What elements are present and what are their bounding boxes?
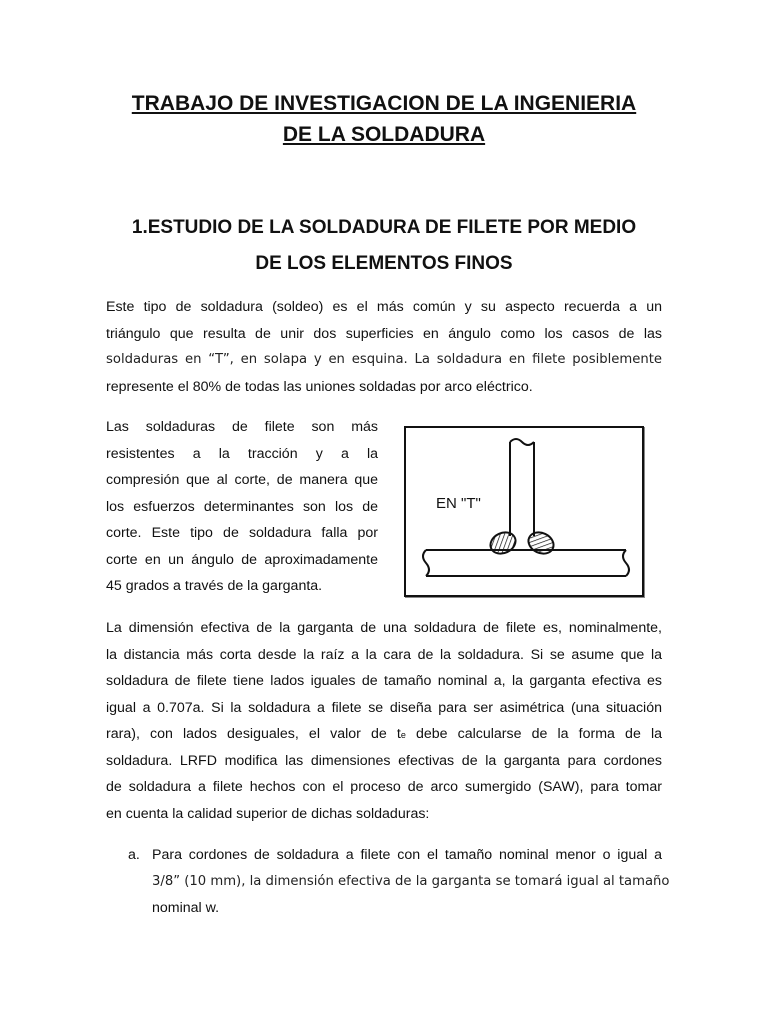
text-line: resistentes a la tracción y a la (106, 445, 378, 462)
text-line: 3/8” (10 mm), la dimensión efectiva de la garganta se tomará igual al tamaño (152, 873, 670, 889)
document-title (60, 88, 708, 150)
horizontal-plate (426, 550, 626, 576)
text-line: corte. Este tipo de soldadura falla por (106, 525, 378, 541)
paragraph-resistance (106, 414, 378, 600)
text-line: los esfuerzos determinantes son los de (106, 498, 378, 515)
text-line: en cuenta la calidad superior de dichas soldaduras: (106, 805, 430, 822)
text-line: 45 grados a través de la garganta. (106, 578, 323, 594)
horizontal-plate-break-right (623, 550, 629, 576)
text-line: soldadura. LRFD modifica las dimensiones efectivas de la garganta para cordones (106, 752, 662, 769)
paragraph-intro (106, 294, 662, 400)
figure-label: EN "T" (436, 495, 481, 512)
text-line: igual a 0.707a. Si la soldadura a filete se diseña para ser asimétrica (una situación (106, 699, 662, 716)
section-heading (60, 210, 708, 282)
vertical-plate (510, 442, 534, 536)
fillet-weld-left (487, 528, 519, 557)
text-line: triángulo que resulta de unir dos superficies en ángulo como los casos de las (106, 325, 662, 342)
text-line: soldaduras en “T”, en solapa y en esquina. La soldadura en filete posiblemente (106, 352, 662, 367)
text-fragment: debe calcularse de la forma de la (405, 726, 662, 742)
text-line: nominal w. (152, 900, 220, 916)
text-line: Para cordones de soldadura a filete con el tamaño nominal menor o igual a (152, 847, 662, 863)
text-line: Las soldaduras de filete son más (106, 419, 378, 435)
section-heading-line-1: 1.ESTUDIO DE LA SOLDADURA DE FILETE POR MEDIO (131, 217, 637, 238)
section-heading-line-2: DE LOS ELEMENTOS FINOS (255, 253, 513, 274)
text-line: represente el 80% de todas las uniones soldadas por arco eléctrico. (106, 378, 533, 395)
horizontal-plate-break-left (423, 550, 429, 576)
document-title-line-1: TRABAJO DE INVESTIGACION DE LA INGENIERIA (131, 92, 637, 115)
vertical-plate-break (510, 439, 534, 445)
text-fragment: rara), con lados desiguales, el valor de t (106, 726, 401, 742)
fillet-weld-right (525, 528, 557, 557)
t-joint-diagram (406, 428, 642, 595)
text-line: de soldadura a filete hechos con el proceso de arco sumergido (SAW), para tomar (106, 779, 662, 795)
t-joint-weld-figure (404, 426, 644, 597)
text-line: compresión que al corte, de manera que (106, 472, 378, 488)
subscript-e: e (400, 730, 406, 740)
text-line: la distancia más corta desde la raíz a la cara de la soldadura. Si se asume que la (106, 646, 662, 663)
paragraph-throat (106, 615, 662, 827)
text-line: corte en un ángulo de aproximadamente (106, 551, 378, 568)
text-line: Este tipo de soldadura (soldeo) es el más común y su aspecto recuerda a un (106, 299, 662, 315)
list-item-text (152, 842, 670, 922)
text-line-with-subscript (106, 721, 662, 748)
list-marker: a. (128, 847, 140, 863)
text-line: soldadura de filete tiene lados iguales de tamaño nominal a, la garganta efectiva es (106, 673, 662, 689)
text-line: La dimensión efectiva de la garganta de una soldadura de filete es, nominalmente, (106, 620, 662, 636)
document-title-line-2: DE LA SOLDADURA (282, 123, 486, 146)
